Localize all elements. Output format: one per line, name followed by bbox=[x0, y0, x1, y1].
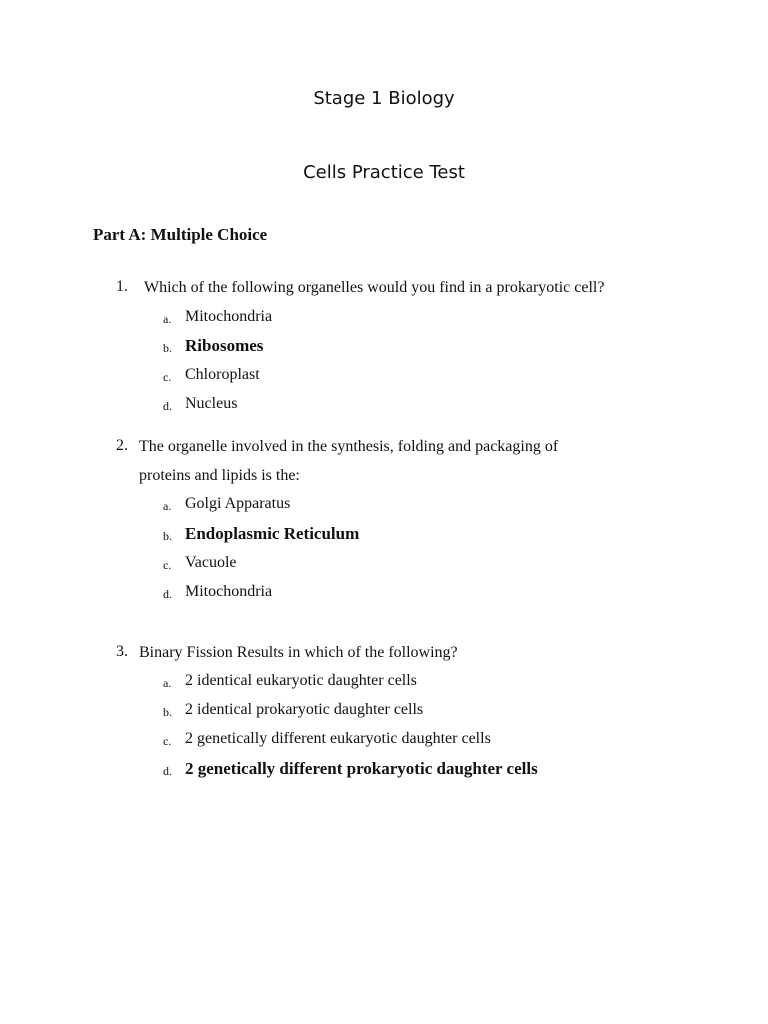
option-letter: d. bbox=[163, 587, 172, 601]
document-title: Stage 1 Biology bbox=[313, 88, 455, 109]
question-number: 1. bbox=[116, 278, 128, 295]
document-subtitle: Cells Practice Test bbox=[303, 162, 465, 183]
option-text: Endoplasmic Reticulum bbox=[185, 524, 360, 543]
option-letter: b. bbox=[163, 341, 172, 355]
question-number: 3. bbox=[116, 643, 128, 660]
question-text-line-1: The organelle involved in the synthesis, folding and packaging of bbox=[139, 438, 559, 455]
option-text: Golgi Apparatus bbox=[185, 495, 291, 512]
question-text: Which of the following organelles would you find in a prokaryotic cell? bbox=[144, 279, 605, 296]
option-letter: b. bbox=[163, 705, 172, 719]
option-letter: d. bbox=[163, 399, 172, 413]
option-text: Mitochondria bbox=[185, 308, 273, 325]
option-text: Chloroplast bbox=[185, 366, 260, 383]
option-text: 2 genetically different prokaryotic daughter cells bbox=[185, 759, 538, 778]
option-letter: d. bbox=[163, 764, 172, 778]
option-text: 2 identical eukaryotic daughter cells bbox=[185, 672, 417, 689]
question-text: Binary Fission Results in which of the following? bbox=[139, 644, 458, 661]
option-text: Nucleus bbox=[185, 395, 238, 412]
option-text: 2 genetically different eukaryotic daughter cells bbox=[185, 730, 491, 747]
section-heading: Part A: Multiple Choice bbox=[93, 225, 268, 244]
option-letter: b. bbox=[163, 529, 172, 543]
option-text: Vacuole bbox=[185, 554, 237, 571]
option-letter: a. bbox=[163, 499, 172, 513]
question-number: 2. bbox=[116, 437, 128, 454]
option-letter: a. bbox=[163, 312, 172, 326]
option-letter: c. bbox=[163, 370, 172, 384]
option-letter: c. bbox=[163, 558, 172, 572]
option-letter: a. bbox=[163, 676, 172, 690]
option-text: Mitochondria bbox=[185, 583, 273, 600]
option-text: Ribosomes bbox=[185, 336, 264, 355]
option-text: 2 identical prokaryotic daughter cells bbox=[185, 701, 424, 718]
question-text-line-2: proteins and lipids is the: bbox=[139, 467, 300, 484]
option-letter: c. bbox=[163, 734, 172, 748]
